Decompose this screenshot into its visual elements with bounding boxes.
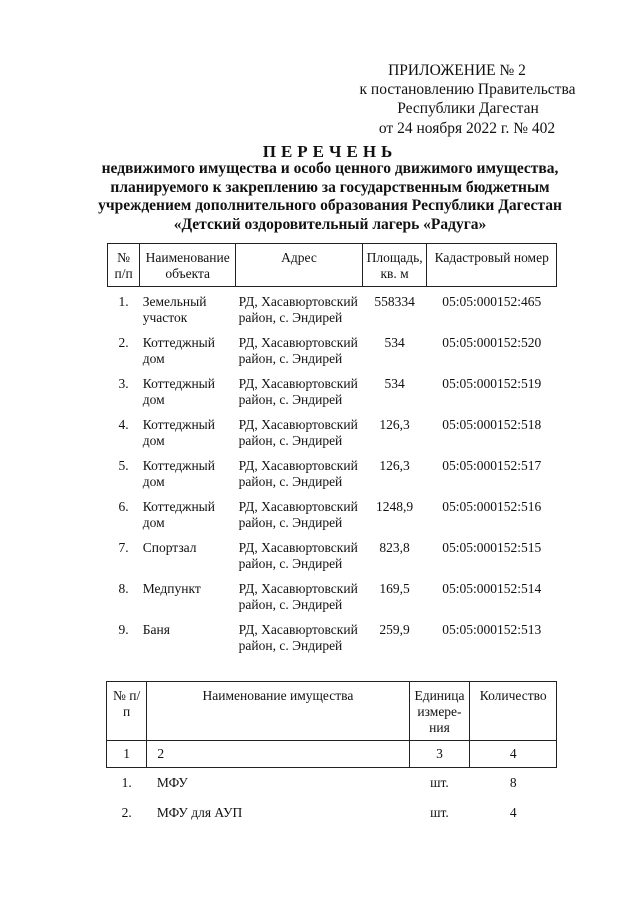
cadastral-number: 05:05:000152:516: [442, 499, 542, 514]
header-num: № п/п: [107, 682, 147, 741]
table-header-row: [108, 244, 557, 287]
header-unit: Единица измере-ния: [409, 682, 470, 741]
property-name: МФУ для АУП: [156, 805, 243, 820]
object-address: РД, Хасавюртовский район, с. Эндирей: [238, 622, 358, 653]
header-address: Адрес: [236, 244, 363, 287]
cadastral-number: 05:05:000152:515: [442, 540, 542, 555]
cadastral-number: 05:05:000152:519: [442, 376, 542, 391]
object-name: Баня: [142, 622, 170, 637]
object-address: РД, Хасавюртовский район, с. Эндирей: [238, 376, 358, 407]
object-name: Земельный участок: [142, 294, 207, 325]
cadastral-number: 05:05:000152:518: [442, 417, 542, 432]
row-num: 3.: [118, 376, 129, 391]
movable-property-table-body: [107, 768, 557, 829]
column-index: 3: [409, 741, 470, 768]
object-area: 126,3: [379, 417, 410, 432]
object-name: Спортзал: [142, 540, 197, 555]
table-row: [107, 768, 557, 799]
table-row: [108, 622, 557, 663]
object-name: Медпункт: [142, 581, 201, 596]
table-row: [108, 335, 557, 376]
row-num: 5.: [118, 458, 129, 473]
column-index: 4: [470, 741, 557, 768]
cadastral-number: 05:05:000152:517: [442, 458, 542, 473]
row-num: 1.: [118, 294, 129, 309]
object-address: РД, Хасавюртовский район, с. Эндирей: [238, 294, 358, 325]
object-address: РД, Хасавюртовский район, с. Эндирей: [238, 540, 358, 571]
document-subtitle: [60, 160, 600, 234]
unit: шт.: [430, 805, 449, 820]
column-index: 2: [147, 741, 409, 768]
table-row: [108, 499, 557, 540]
object-address: РД, Хасавюртовский район, с. Эндирей: [238, 499, 358, 530]
object-address: РД, Хасавюртовский район, с. Эндирей: [238, 417, 358, 448]
object-name: Коттеджный дом: [142, 417, 215, 448]
object-area: 534: [384, 376, 405, 391]
header-property-name: Наименование имущества: [147, 682, 409, 741]
property-name: МФУ: [156, 775, 188, 790]
movable-property-table: [106, 681, 557, 828]
subtitle-line: учреждением дополнительного образования Республики Дагестан: [98, 197, 562, 214]
table-row: [108, 376, 557, 417]
object-area: 558334: [374, 294, 415, 309]
header-num: № п/п: [108, 244, 140, 287]
object-name: Коттеджный дом: [142, 458, 215, 489]
object-name: Коттеджный дом: [142, 499, 215, 530]
quantity: 4: [509, 805, 517, 820]
object-address: РД, Хасавюртовский район, с. Эндирей: [238, 335, 358, 366]
row-num: 7.: [118, 540, 129, 555]
object-area: 259,9: [379, 622, 410, 637]
object-name: Коттеджный дом: [142, 335, 215, 366]
table-row: [108, 581, 557, 622]
subtitle-line: планируемого к закреплению за государственным бюджетным: [110, 178, 550, 196]
quantity: 8: [509, 775, 517, 790]
appendix-resolution-line: к постановлению Правительства: [359, 81, 576, 98]
header-quantity: Количество: [470, 682, 557, 741]
subtitle-line: «Детский оздоровительный лагерь «Радуга»: [173, 215, 487, 233]
row-num: 6.: [118, 499, 129, 514]
table-header-row: [107, 682, 557, 741]
appendix-government-line: Республики Дагестан: [397, 100, 539, 117]
object-address: РД, Хасавюртовский район, с. Эндирей: [238, 581, 358, 612]
column-index-row: [107, 741, 557, 768]
cadastral-number: 05:05:000152:513: [442, 622, 542, 637]
object-area: 823,8: [379, 540, 410, 555]
column-index: 1: [107, 741, 147, 768]
table-row: [108, 458, 557, 499]
table-row: [107, 798, 557, 828]
header-object-name: Наименование объекта: [140, 244, 236, 287]
table-row: [108, 287, 557, 336]
cadastral-number: 05:05:000152:520: [442, 335, 542, 350]
real-estate-table-body: [108, 287, 557, 664]
row-num: 8.: [118, 581, 129, 596]
cadastral-number: 05:05:000152:465: [442, 294, 542, 309]
real-estate-table: [107, 243, 557, 663]
document-title: ПЕРЕЧЕНЬ: [262, 142, 398, 161]
row-num: 1.: [121, 775, 132, 790]
unit: шт.: [430, 775, 449, 790]
row-num: 4.: [118, 417, 129, 432]
row-num: 2.: [121, 805, 132, 820]
object-area: 1248,9: [376, 499, 414, 514]
appendix-date-line: от 24 ноября 2022 г. № 402: [378, 120, 556, 137]
header-cadastral-number: Кадастровый номер: [427, 244, 557, 287]
object-name: Коттеджный дом: [142, 376, 215, 407]
object-area: 126,3: [379, 458, 410, 473]
object-area: 534: [384, 335, 405, 350]
row-num: 2.: [118, 335, 129, 350]
subtitle-line: недвижимого имущества и особо ценного движимого имущества,: [101, 160, 559, 177]
object-address: РД, Хасавюртовский район, с. Эндирей: [238, 458, 358, 489]
table-row: [108, 540, 557, 581]
appendix-number: ПРИЛОЖЕНИЕ № 2: [388, 62, 526, 79]
row-num: 9.: [118, 622, 129, 637]
object-area: 169,5: [379, 581, 410, 596]
table-row: [108, 417, 557, 458]
header-area: Площадь, кв. м: [362, 244, 427, 287]
cadastral-number: 05:05:000152:514: [442, 581, 542, 596]
